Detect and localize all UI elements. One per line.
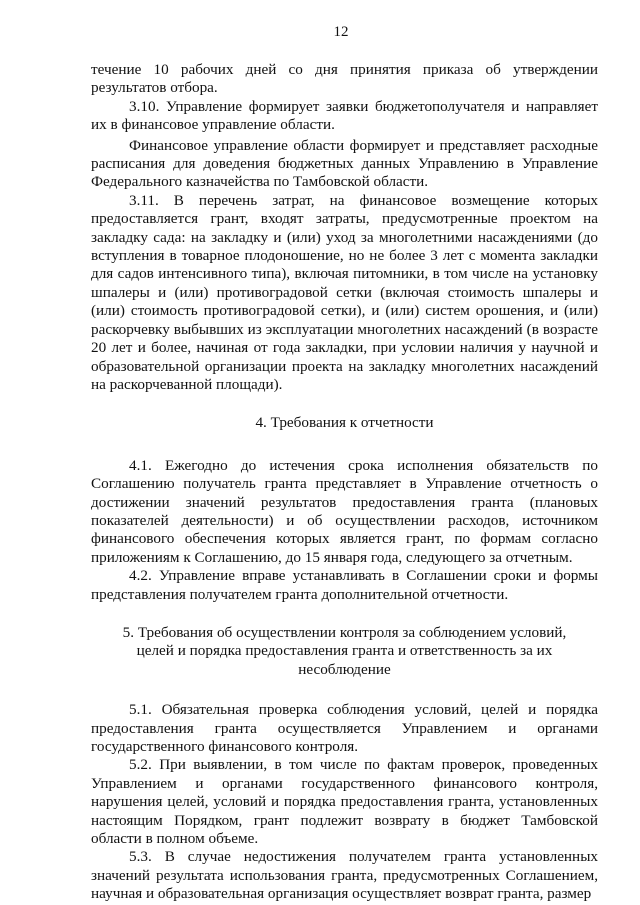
- paragraph-5-1: 5.1. Обязательная проверка соблюдения условий, целей и порядка предоставления гранта осуществляется Управлением и органами государственного финансового контроля.: [91, 701, 598, 755]
- page-number: 12: [333, 24, 349, 40]
- paragraph-4-2: 4.2. Управление вправе устанавливать в Соглашении сроки и формы представления получателем гранта дополнительной отчетности.: [91, 567, 598, 603]
- paragraph-5-3: 5.3. В случае недостижения получателем гранта установленных значений результата использования гранта, предусмотренных Соглашением, научная и образовательная организация осуществляет возврат гранта, размер: [91, 848, 598, 903]
- paragraph-5-2: 5.2. При выявлении, в том числе по фактам проверок, проведенных Управлением и органами государственного финансового контроля, нарушения целей, условий и порядка предоставления гранта, установленных настоящим Порядком, грант подлежит возврату в бюджет Тамбовской области в полном объеме.: [91, 756, 598, 848]
- section-4-heading: 4. Требования к отчетности: [255, 414, 434, 432]
- section-5-heading: [91, 624, 598, 679]
- paragraph-3-10: 3.10. Управление формирует заявки бюджетополучателя и направляет их в финансовое управление области.: [91, 97, 598, 134]
- section-5-heading-line: целей и порядка предоставления гранта и ответственность за их: [136, 642, 553, 660]
- paragraph-continuation: течение 10 рабочих дней со дня принятия приказа об утверждении результатов отбора.: [91, 61, 598, 97]
- paragraph-financial-department: Финансовое управление области формирует и представляет расходные расписания для доведения бюджетных данных Управлению в Управление Федерального казначейства по Тамбовской области.: [91, 136, 598, 191]
- section-5-heading-line: 5. Требования об осуществлении контроля за соблюдением условий,: [122, 623, 567, 641]
- paragraph-4-1: 4.1. Ежегодно до истечения срока исполнения обязательств по Соглашению получатель гранта представляет в Управление отчетность о достижении значений результатов предоставления гранта (плановых показателей деятельности) и об осуществлении расходов, источником финансового обеспечения которых является грант, по формам согласно приложениям к Соглашению, до 15 января года, следующего за отчетным.: [91, 456, 598, 566]
- section-5-heading-line: несоблюдение: [298, 660, 391, 678]
- paragraph-3-11: 3.11. В перечень затрат, на финансовое возмещение которых предоставляется грант, входят затраты, предусмотренные проектом на закладку сада: на закладку и (или) уход за многолетними насаждениями (до вступления в товарное плодоношение, но не более 3 лет с момента закладки для садов интенсивного типа), включая питомники, в том числе на установку шпалеры и (или) противоградовой сетки (включая стоимость шпалеры и (или) стоимость противоградовой сетки), и (или) систем орошения, и (или) раскорчевку выбывших из эксплуатации многолетних насаждений (в возрасте 20 лет и более, начиная от года закладки, при условии наличия у научной и образовательной организации проекта на закладку многолетних насаждений на раскорчеванной площади).: [91, 191, 598, 393]
- document-body: [91, 61, 598, 904]
